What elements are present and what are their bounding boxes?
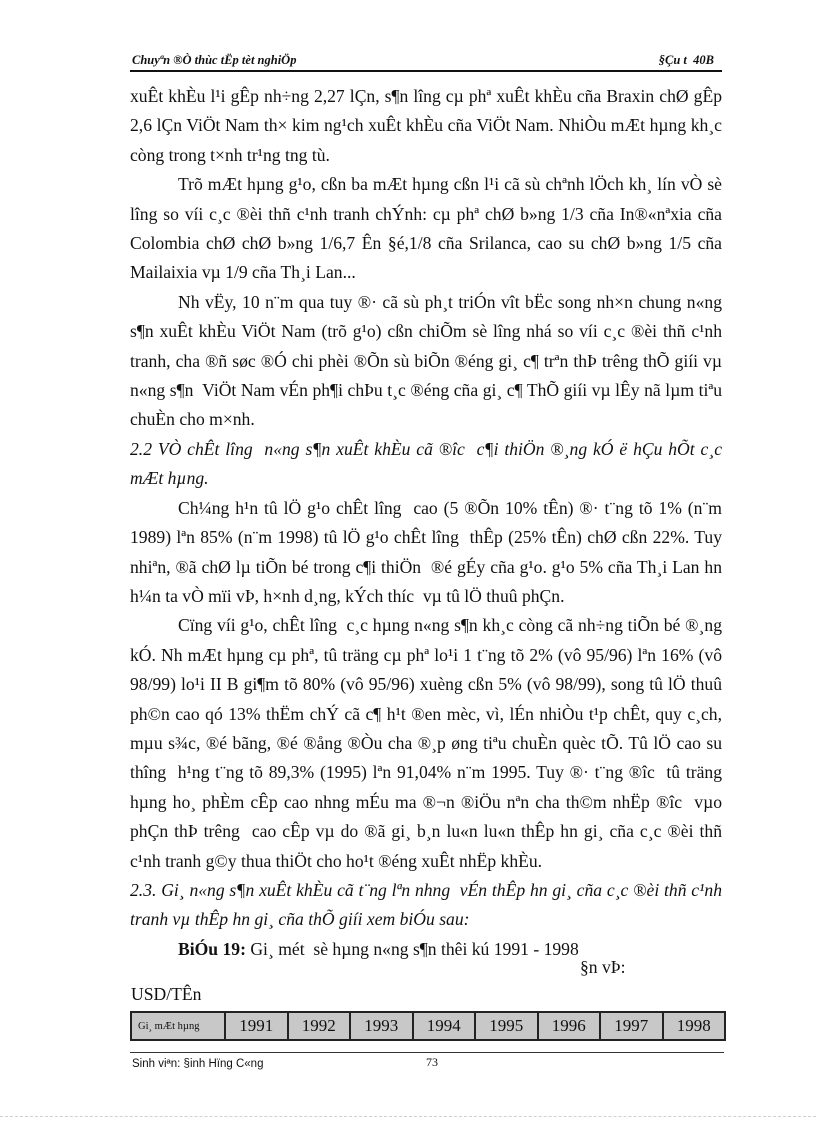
paragraph-2: Trõ mÆt hµng g¹o, cßn ba mÆt hµng cßn l¹i cã sù chªnh lÖch kh¸ lín vÒ sè lîng so víi c¸c ®èi thñ c¹nh tranh chÝnh: cµ phª chØ b»ng 1/3 cña In®«nªxia cña Colombia chØ chØ b»ng 1/6,7 Ên §é,1/8 cña Srilanca, cao su chØ b»ng 1/5 cña Mailaixia vµ 1/9 cña Th¸i Lan... [130, 174, 722, 283]
paragraph-5: Cïng víi g¹o, chÊt lîng c¸c hµng n«ng s¶n kh¸c còng cã nh÷ng tiÕn bé ®¸ng kÓ. Nh mÆt hµng cµ phª, tû träng cµ phª lo¹i 1 t¨ng tõ 2% (vô 95/96) lªn 16% (vô 98/99) lo¹i II B gi¶m tõ 80% (vô 95/96) xuèng cßn 5% (vô 98/99), song tû lÖ thuû ph©n cao qó 13% thËm chÝ cã c¶ h¹t ®en mèc, vì, lÉn nhiÒu t¹p chÊt, quy c¸ch, mµu s¾c, ®é bãng, ®é ®ång ®Òu cha ®¸p øng tiªu chuÈn quèc tÕ. Tû lÖ cao su thîng h¹ng t¨ng tõ 89,3% (1995) lªn 91,04% n¨m 1995. Tuy ®· t¨ng ®îc tû träng hµng ho¸ phÈm cÊp cao nhng mÉu ma ®¬n ®iÖu nªn cha th©m nhËp ®îc vµo phÇn thÞ trêng cao cÊp vµ do ®ã gi¸ b¸n lu«n lu«n thÊp hn gi¸ cña c¸c ®èi thñ c¹nh tranh g©y thua thiÖt cho ho¹t ®éng xuÊt nhËp khÈu. [130, 615, 722, 871]
paragraph-3: Nh vËy, 10 n¨m qua tuy ®· cã sù ph¸t triÓn vît bËc song nh×n chung n«ng s¶n xuÊt khÈu ViÖt Nam (trõ g¹o) cßn chiÕm sè lîng nhá so víi c¸c ®èi thñ c¹nh tranh, cha ®ñ søc ®Ó chi phèi ®Õn sù biÕn ®éng gi¸ c¶ trªn thÞ trêng thÕ giíi vµ n«ng s¶n ViÖt Nam vÉn ph¶i chÞu t¸c ®éng cña gi¸ c¶ ThÕ giíi vµ lÊy nã lµm tiªu chuÈn cho m×nh. [130, 291, 722, 430]
table-caption-label: BiÓu 19: [178, 938, 246, 959]
unit-value: USD/TÊn [131, 984, 202, 1004]
unit-label: §n vÞ: [580, 957, 626, 977]
header-class: §Çu t 40B [658, 53, 714, 67]
year-cell: 1993 [350, 1012, 413, 1040]
page-footer [130, 1052, 724, 1076]
table-row-label: Gi¸ mÆt hµng [131, 1012, 225, 1040]
document-body [130, 82, 722, 964]
header-title: Chuyªn ®Ò thùc tËp tèt nghiÖp [132, 53, 297, 67]
table-caption-text: Gi¸ mét sè hµng n«ng s¶n thêi kú 1991 - 1998 [245, 938, 579, 959]
page-header [130, 50, 722, 72]
year-cell: 1994 [413, 1012, 476, 1040]
paragraph-4: Ch¼ng h¹n tû lÖ g¹o chÊt lîng cao (5 ®Õn 10% tÊn) ®· t¨ng tõ 1% (n¨m 1989) lªn 85% (n¨m 1998) tû lÖ g¹o chÊt lîng thÊp (25% tÊn) chØ cßn 22%. Tuy nhiªn, ®ã chØ lµ tiÕn bé trong c¶i thiÖn ®é gÉy cña g¹o. g¹o 5% cña Th¸i Lan hn h¼n ta vÒ mïi vÞ, h×nh d¸ng, kÝch thíc vµ tû lÖ thuû phÇn. [130, 497, 722, 606]
footer-rule [130, 1052, 724, 1053]
year-cell: 1991 [225, 1012, 288, 1040]
header-rule [130, 70, 722, 72]
footer-student: Sinh viªn: §inh Hïng C«ng [132, 1058, 264, 1070]
paragraph-1: xuÊt khÈu l¹i gÊp nh÷ng 2,27 lÇn, s¶n lîng cµ phª xuÊt khÈu cña Braxin chØ gÊp 2,6 lÇn ViÖt Nam th× kim ng¹ch xuÊt khÈu cña ViÖt Nam. NhiÒu mÆt hµng kh¸c còng trong t×nh tr¹ng tng tù. [130, 86, 722, 165]
table-caption [130, 935, 722, 964]
year-cell: 1992 [288, 1012, 351, 1040]
page-number: 73 [426, 1055, 438, 1069]
year-cell: 1996 [538, 1012, 601, 1040]
page-break-line [0, 1116, 816, 1117]
year-cell: 1995 [475, 1012, 538, 1040]
year-cell: 1997 [600, 1012, 663, 1040]
table-header-row [131, 1012, 725, 1040]
section-heading-2-2: 2.2 VÒ chÊt lîng n«ng s¶n xuÊt khÈu cã ®îc c¶i thiÖn ®¸ng kÓ ë hÇu hÕt c¸c mÆt hµng. [130, 438, 722, 489]
year-cell: 1998 [663, 1012, 726, 1040]
section-heading-2-3: 2.3. Gi¸ n«ng s¶n xuÊt khÈu cã t¨ng lªn nhng vÉn thÊp hn gi¸ cña c¸c ®èi thñ c¹nh tranh vµ thÊp hn gi¸ cña thÕ giíi xem biÓu sau: [130, 879, 722, 930]
price-table [130, 1011, 726, 1041]
